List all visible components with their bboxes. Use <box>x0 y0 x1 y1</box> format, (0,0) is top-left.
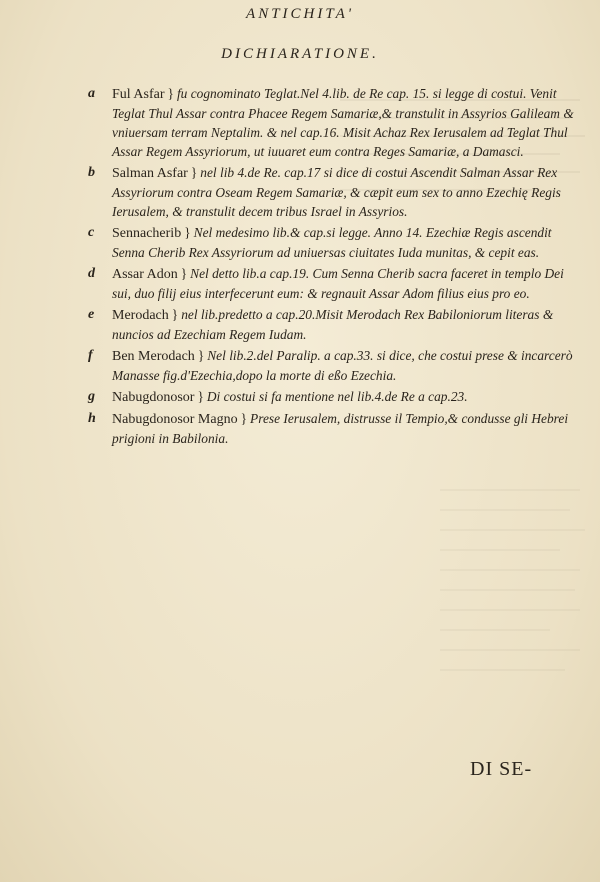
entry-letter: a <box>88 86 95 101</box>
entry-letter: b <box>88 165 95 180</box>
entry-text: fu cognominato Teglat.Nel 4.lib. de Re cap. 15. si legge di costui. Venit Teglat Thul Assar contra Phacee Regem Samariæ,& transtulit in Assyrios Galileam & vniuersam terram Neptalim. & nel cap.16. Misit Achaz Rex Ierusalem ad Teglat Thul Assar Regem Assyriorum, ut iuuaret eum contra Reges Samariæ, a Damasci. <box>112 86 574 159</box>
running-head: ANTICHITA' <box>246 6 354 22</box>
entry-name: Sennacherib <box>112 226 182 241</box>
entry-name: Ful Asfar <box>112 87 165 102</box>
entry-name: Merodach <box>112 308 169 323</box>
entry-text: Prese Ierusalem, distrusse il Tempio,& condusse gli Hebrei prigioni in Babilonia. <box>112 411 569 446</box>
entry-item <box>88 163 578 221</box>
entry-name: Nabugdonosor <box>112 390 195 405</box>
brace-icon: } <box>240 411 248 426</box>
brace-icon: } <box>184 225 191 240</box>
entry-letter: h <box>88 411 96 426</box>
bleed-through-text-bottom <box>440 480 590 780</box>
entry-name: Nabugdonosor Magno <box>112 412 238 427</box>
brace-icon: } <box>190 165 198 180</box>
entry-text: Nel detto lib.a cap.19. Cum Senna Cherib sacra faceret in templo Dei sui, duo filij eius interfecerunt eum: & regnauit Assar Adom filius eius pro eo. <box>112 266 564 301</box>
bleed-through-lines-icon <box>440 480 590 780</box>
entry-letter: e <box>88 307 95 322</box>
entry-name: Assar Adon <box>112 267 178 282</box>
entry-name: Ben Merodach <box>112 349 195 364</box>
entry-item <box>88 84 578 161</box>
entry-list <box>88 84 578 450</box>
brace-icon: } <box>197 389 204 404</box>
section-title: DICHIARATIONE. <box>221 46 379 62</box>
entry-item <box>88 305 578 344</box>
catchword: DI SE- <box>470 758 533 780</box>
entry-text: Nel medesimo lib.& cap.si legge. Anno 14. Ezechiæ Regis ascendit Senna Cherib Rex Assyriorum ad uniuersas ciuitates Iuda munitas, & cepit eas. <box>112 225 552 260</box>
entry-item <box>88 264 578 303</box>
entry-text: nel lib.predetto a cap.20.Misit Merodach Rex Babiloniorum literas & nuncios ad Ezechiam Regem Iudam. <box>112 307 554 342</box>
entry-text: Nel lib.2.del Paralip. a cap.33. si dice, che costui prese & incarcerò Manasse fig.d'Ezechia,dopo la morte di eßo Ezechia. <box>112 348 573 383</box>
entry-text: nel lib 4.de Re. cap.17 si dice di costui Ascendit Salman Assar Rex Assyriorum contra Oseam Regem Samariæ, & cæpit eum sex to anno Ezechię Regis Ierusalem, & transtulit decem tribus Israel in Assyrios. <box>112 165 561 219</box>
entry-letter: c <box>88 225 95 240</box>
entry-letter: f <box>88 348 93 363</box>
brace-icon: } <box>180 266 188 281</box>
brace-icon: } <box>167 86 174 101</box>
entry-item <box>88 346 578 385</box>
entry-item <box>88 409 578 448</box>
entry-item <box>88 223 578 262</box>
brace-icon: } <box>171 307 179 322</box>
entry-letter: d <box>88 266 95 281</box>
entry-text: Di costui si fa mentione nel lib.4.de Re a cap.23. <box>206 389 468 404</box>
entry-name: Salman Asfar <box>112 166 188 181</box>
entry-letter: g <box>88 389 95 404</box>
brace-icon: } <box>197 348 205 363</box>
entry-item <box>88 387 578 407</box>
